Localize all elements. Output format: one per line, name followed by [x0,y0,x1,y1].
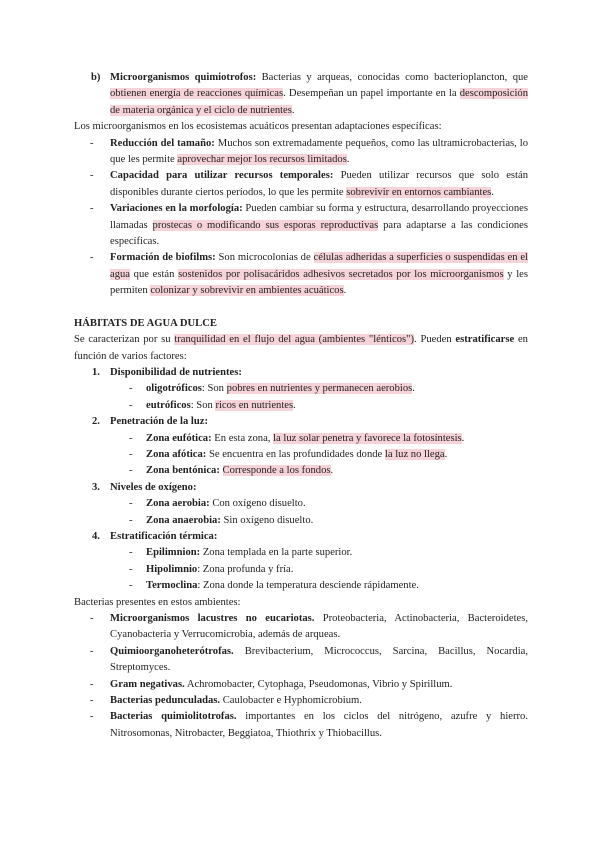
adaptations-list [74,136,528,300]
text: Son microcolonias de [215,252,314,264]
sub-item [74,447,528,463]
bullet-dash: - [129,383,133,395]
text: . [346,154,350,166]
text: . [291,104,295,116]
list-item [74,709,528,742]
term: Bacterias quimiolitotrofas. [110,711,237,723]
highlight: la luz no llega [384,448,445,460]
text: para adaptarse a las condiciones específicas. [110,219,528,248]
list-item [74,677,528,693]
bullet-dash: - [90,645,94,657]
term: Epilimnion: [146,547,201,559]
text: Caulobacter e Hyphomicrobium. [220,695,362,707]
highlight: sobrevivir en entornos cambiantes [346,186,492,198]
sub-item [74,496,528,512]
term: Hipolimnio [146,563,198,575]
quimiotrofos-paragraph [74,70,528,119]
term: Termoclina [146,580,198,592]
bullet-dash: - [129,498,133,510]
highlight: aprovechar mejor los recursos limitados [177,154,347,166]
sub-item [74,398,528,414]
list-number: 4. [92,530,100,542]
bacteria-list [74,611,528,742]
text: Pueden utilizar recursos que solo están disponibles durante ciertos períodos, lo que les permite [110,170,528,198]
text: . [461,432,465,444]
term: eutróficos [146,399,191,411]
bacteria-intro: Bacterias presentes en estos ambientes: [74,596,241,608]
term-title: Reducción del tamaño: [110,137,215,149]
text: Zona templada en la parte superior. [200,547,353,559]
text: Proteobacteria, Actinobacteria, Bacteroidetes, Cyanobacteria y Verrucomicrobia, además de arqueas. [110,613,528,641]
text: importantes en los ciclos del nitrógeno, azufre y hierro. Nitrosomonas, Nitrobacter, Beggiatoa, Thiothrix y Thiobacillus. [110,711,528,739]
sub-item [74,381,528,397]
term: Microorganismos lacustres no eucariotas. [110,613,315,624]
term: Gram negativas. [110,678,185,690]
factor-title: Disponibilidad de nutrientes: [110,366,242,378]
term-title: Variaciones en la morfología: [110,203,243,215]
text: Se encuentra en las profundidades donde [206,448,385,460]
highlight: colonizar y sobrevivir en ambientes acuáticos [150,285,344,297]
page-content [74,70,528,742]
text: : Son [190,399,216,411]
highlight: sostenidos por polisacáridos adhesivos secretados por los microorganismos [178,268,504,280]
term: Zona eufótica: [146,432,212,444]
text: . [293,399,296,411]
text: Achromobacter, Cytophaga, Pseudomonas, Vibrio y Spirillum. [184,678,453,690]
list-item [74,168,528,201]
highlight: la luz solar penetra y favorece la fotosíntesis [273,432,462,444]
list-item [74,136,528,169]
text: y les permiten [110,268,528,297]
term: oligotróficos [146,383,202,395]
bullet-dash: - [129,448,133,460]
factor-heading [74,529,528,545]
text: En esta zona, [211,432,274,444]
term: Bacterias pedunculadas. [110,695,221,707]
bullet-dash: - [90,695,94,707]
highlight: descomposición de materia orgánica y el ciclo de nutrientes [110,88,528,116]
factor-heading [74,365,528,381]
bullet-dash: - [129,514,133,526]
highlight: obtienen energía de reacciones químicas [110,88,284,100]
text: Se caracterizan por su [74,334,175,346]
term: Zona aerobia: [146,498,210,510]
habitat-intro [74,332,528,365]
text: . [412,383,415,395]
text: . [491,186,494,198]
factor-title: Niveles de oxígeno: [110,481,197,493]
list-number: 3. [92,481,100,493]
text: : Zona donde la temperatura desciende rápidamente. [197,580,419,592]
list-item [74,693,528,709]
text: Brevibacterium, Micrococcus, Sarcina, Bacillus, Nocardia, Streptomyces. [110,645,528,674]
term-title: Formación de biofilms: [110,252,216,264]
bullet-dash: - [90,711,94,723]
term-title: Capacidad para utilizar recursos temporales: [110,170,334,182]
text: : Zona profunda y fría. [197,563,294,575]
bullet-dash: - [129,399,133,411]
sub-item [74,562,528,578]
term: Quimioorganoheterótrofas. [110,645,234,657]
adaptations-intro: Los microorganismos en los ecosistemas acuáticos presentan adaptaciones específicas: [74,121,442,133]
text: . [444,448,448,460]
text: Bacterias y arqueas, conocidas como bacterioplancton, que [256,72,528,83]
bold-term: estratificarse [455,334,515,346]
factor-heading [74,414,528,430]
list-number: 2. [92,416,100,428]
factor-title: Penetración de la luz: [110,416,208,428]
bullet-dash: - [129,432,133,444]
sub-item [74,545,528,561]
bullet-dash: - [90,203,94,215]
list-number: 1. [92,366,100,378]
bullet-dash: - [129,465,133,477]
text: en función de varios factores: [74,334,528,362]
text: . [343,285,347,297]
highlight: células adheridas a superficies o suspendidas en el agua [110,252,529,280]
bullet-dash: - [90,613,94,624]
bullet-dash: - [129,563,133,575]
highlight: ricos en nutrientes [215,399,294,411]
bullet-dash: - [90,252,94,264]
highlight: Corresponde a los fondos [222,465,331,477]
factor-title: Estratificación térmica: [110,530,218,542]
list-item [74,644,528,677]
text: . Pueden [414,334,456,346]
term: Zona anaerobia: [146,514,221,526]
list-item [74,611,528,644]
bullet-dash: - [129,547,133,559]
bullet-dash: - [90,170,94,182]
term: Zona bentónica: [146,465,220,477]
text: . Desempeñan un papel importante en la [283,88,460,100]
list-item [74,201,528,250]
term-title: Microorganismos quimiotrofos: [110,72,257,83]
sub-item [74,431,528,447]
text: que están [130,268,179,280]
list-marker-b: b) [91,72,101,83]
bullet-dash: - [90,678,94,690]
sub-item [74,463,528,479]
text: Con oxígeno disuelto. [209,498,306,510]
text: Pueden cambiar su forma y estructura, desarrollando proyecciones llamadas [110,203,528,231]
sub-item [74,578,528,594]
highlight: pobres en nutrientes y permanecen aerobios [226,383,413,395]
highlight: prostecas o modificando sus esporas reproductivas [152,219,379,231]
factor-heading [74,480,528,496]
section-heading: HÁBITATS DE AGUA DULCE [74,317,217,329]
text: Sin oxígeno disuelto. [220,514,314,526]
bullet-dash: - [90,137,94,149]
bullet-dash: - [129,580,133,592]
text: Muchos son extremadamente pequeños, como las ultramicrobacterias, lo que les permite [110,137,529,166]
highlight: tranquilidad en el flujo del agua (ambientes "lénticos") [174,334,415,346]
text: : Son [201,383,227,395]
term: Zona afótica: [146,448,207,460]
sub-item [74,513,528,529]
text: . [330,465,334,477]
list-item [74,250,528,299]
